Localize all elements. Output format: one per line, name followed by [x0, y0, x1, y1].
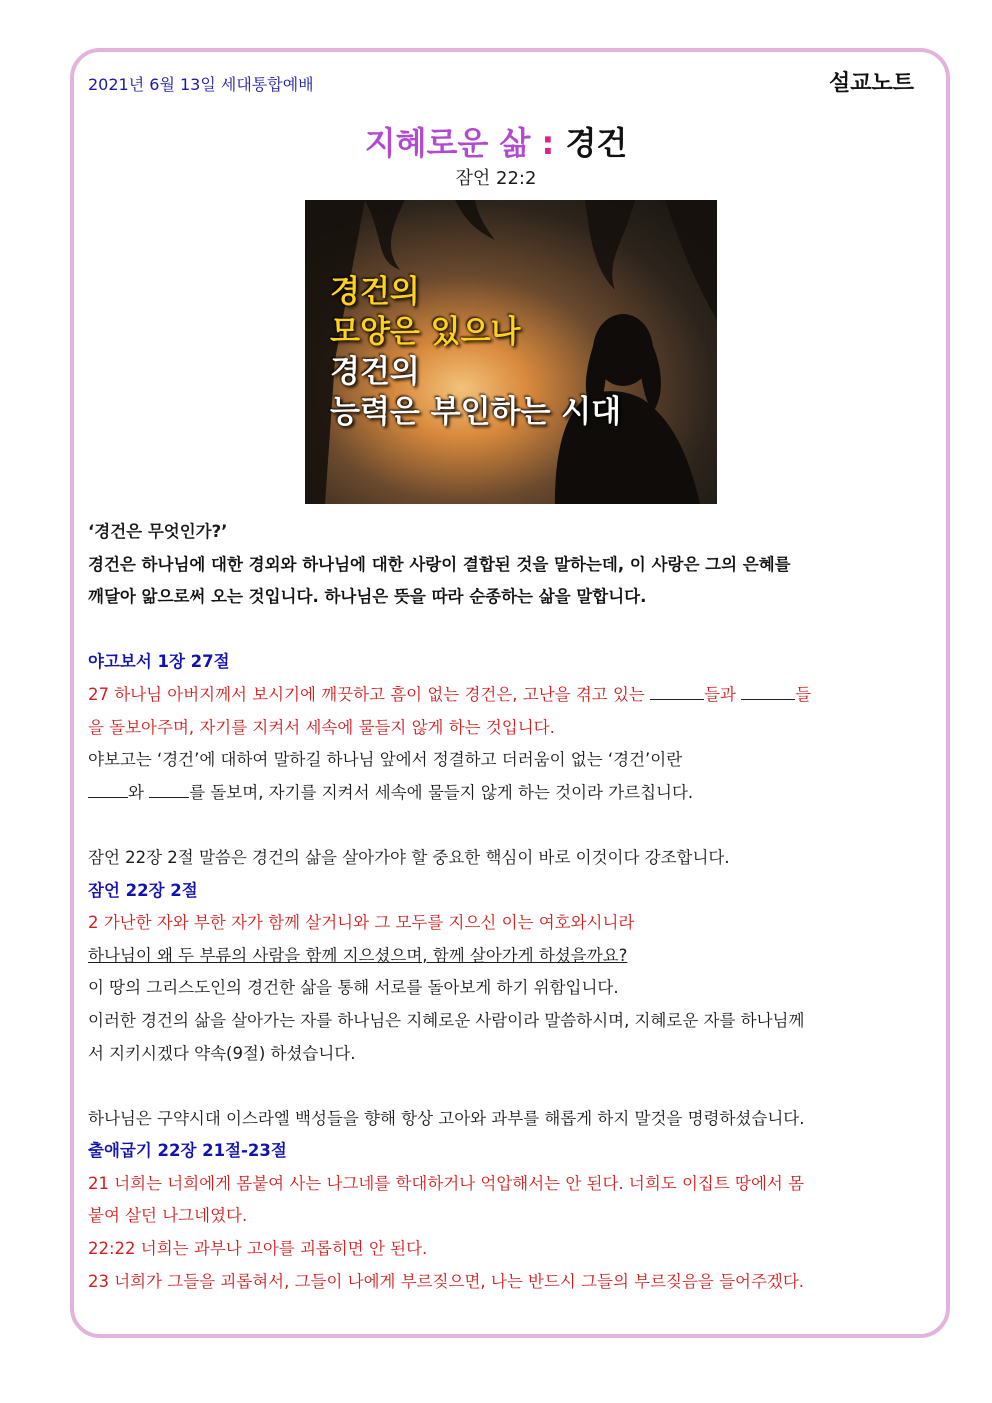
caption-line-3: 경건의 — [330, 354, 420, 390]
caption-line-2: 모양은 있으나 — [330, 314, 521, 350]
scripture-heading: 야고보서 1장 27절 — [88, 652, 230, 672]
image-caption — [330, 272, 621, 432]
sermon-note-label: 설교노트 — [828, 71, 914, 96]
service-date: 2021년 6월 13일 세대통합예배 — [88, 75, 314, 94]
scripture-verse: 붙여 살던 나그네였다. — [88, 1206, 248, 1226]
definition-line: 경건은 하나님에 대한 경외와 하나님에 대한 사랑이 결합된 것을 말하는데, 이 사랑은 그의 은혜를 — [88, 554, 791, 574]
explanation-line: 야보고는 ‘경건’에 대하여 말하길 하나님 앞에서 정결하고 더러움이 없는 ‘경건’이란 — [88, 750, 683, 770]
scripture-verse: 21 너희는 너희에게 몸붙여 사는 나그네를 학대하거나 억압해서는 안 된다. 너희도 이집트 땅에서 몸 — [88, 1173, 805, 1193]
explanation-line: 하나님은 구약시대 이스라엘 백성들을 향해 항상 고아와 과부를 해롭게 하지 말것을 명령하셨습니다. — [88, 1108, 805, 1128]
spacer — [88, 1070, 934, 1103]
explanation-line: 잠언 22장 2절 말씀은 경건의 삶을 살아가야 할 중요한 핵심이 바로 이것이다 강조합니다. — [88, 847, 730, 867]
scripture-verse: 2 가난한 자와 부한 자가 함께 살거니와 그 모두를 지으신 이는 여호와시니라 — [88, 913, 635, 933]
sermon-image — [305, 200, 717, 504]
verse-text: 들과 — [704, 684, 742, 704]
explanation-text: 와 — [128, 782, 150, 802]
title-topic: 경건 — [565, 124, 628, 162]
verse-text: 27 하나님 아버지께서 보시기에 깨끗하고 흠이 없는 경건은, 고난을 겪고 있는 — [88, 684, 651, 704]
verse-text: 들 — [795, 684, 812, 704]
title-main: 지혜로운 삶 — [364, 124, 531, 162]
sermon-body — [88, 516, 934, 1298]
scripture-verse: 을 돌보아주며, 자기를 지켜서 세속에 물들지 않게 하는 것입니다. — [88, 717, 555, 737]
scripture-heading: 잠언 22장 2절 — [88, 880, 198, 900]
explanation-line: 이러한 경건의 삶을 살아가는 자를 하나님은 지혜로운 사람이라 말씀하시며, 지혜로운 자를 하나님께 — [88, 1010, 805, 1030]
title-separator: : — [530, 124, 566, 162]
scripture-reference: 잠언 22:2 — [455, 168, 537, 189]
spacer — [88, 809, 934, 842]
sermon-title — [0, 118, 992, 164]
reflection-question: 하나님이 왜 두 부류의 사람을 함께 지으셨으며, 함께 살아가게 하셨을까요? — [88, 945, 628, 965]
fill-in-blank — [88, 783, 128, 798]
definition-line: 깨달아 앎으로써 오는 것입니다. 하나님은 뜻을 따라 순종하는 삶을 말합니다. — [88, 587, 647, 607]
scripture-verse: 23 너희가 그들을 괴롭혀서, 그들이 나에게 부르짖으면, 나는 반드시 그들의 부르짖음을 들어주겠다. — [88, 1271, 805, 1291]
explanation-line — [88, 777, 934, 810]
explanation-line: 서 지키시겠다 약속(9절) 하셨습니다. — [88, 1043, 356, 1063]
fill-in-blank — [149, 783, 189, 798]
caption-line-4: 능력은 부인하는 시대 — [330, 394, 622, 430]
caption-line-1: 경건의 — [330, 274, 420, 310]
fill-in-blank — [650, 685, 704, 700]
explanation-text: 를 돌보며, 자기를 지켜서 세속에 물들지 않게 하는 것이라 가르칩니다. — [189, 782, 694, 802]
scripture-verse — [88, 679, 934, 712]
explanation-line: 이 땅의 그리스도인의 경건한 삶을 통해 서로를 돌아보게 하기 위함입니다. — [88, 978, 619, 998]
fill-in-blank — [741, 685, 795, 700]
scripture-heading: 출애굽기 22장 21절-23절 — [88, 1141, 287, 1161]
spacer — [88, 614, 934, 647]
scripture-verse: 22:22 너희는 과부나 고아를 괴롭히면 안 된다. — [88, 1239, 428, 1259]
section-question: ‘경건은 무엇인가?’ — [88, 522, 228, 541]
